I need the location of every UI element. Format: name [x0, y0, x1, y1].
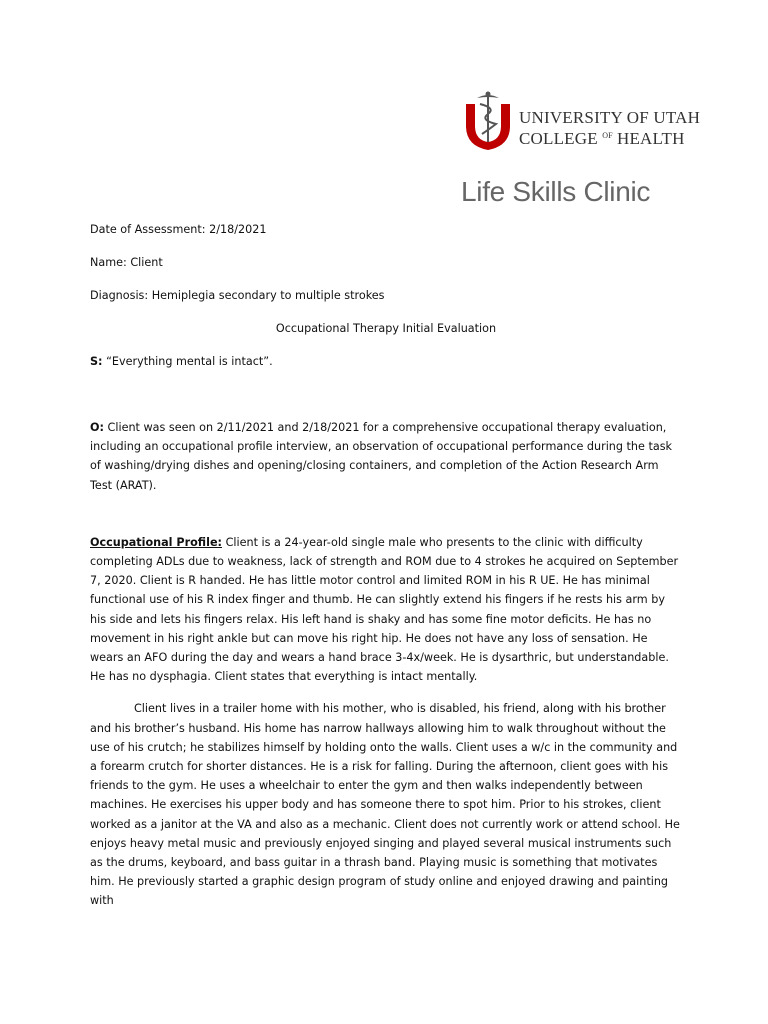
- objective-section: O: Client was seen on 2/11/2021 and 2/18/2021 for a comprehensive occupational therapy evaluation, including an occupational profile interview, an observation of occupational performance during the task of washing/drying dishes and opening/closing containers, and completion of the Action Research Arm Test (ARAT).: [90, 421, 673, 492]
- logo-university-text: UNIVERSITY OF UTAH: [519, 108, 701, 127]
- caduceus-shield-icon: [463, 90, 515, 152]
- evaluation-document: [90, 220, 682, 911]
- clinic-name: Life Skills Clinic: [461, 176, 651, 207]
- page-title: Occupational Therapy Initial Evaluation: [275, 322, 497, 335]
- assessment-date: Date of Assessment: 2/18/2021: [90, 223, 267, 236]
- subjective-section: S: “Everything mental is intact”.: [90, 355, 273, 368]
- diagnosis: Diagnosis: Hemiplegia secondary to multiple strokes: [90, 289, 385, 302]
- living-situation-paragraph: Client lives in a trailer home with his mother, who is disabled, his friend, along with his brother and his brother’s husband. His home has narrow hallways allowing him to walk throughout without the use of his crutch; he stabilizes himself by holding onto the walls. Client uses a w/c in the community and a forearm crutch for shorter distances. He is a risk for falling. During the afternoon, client goes with his friends to the gym. He uses a wheelchair to enter the gym and then walks independently between machines. He exercises his upper body and has someone there to spot him. Prior to his strokes, client worked as a janitor at the VA and also as a mechanic. Client does not currently work or attend school. He enjoys heavy metal music and previously enjoyed singing and played several musical instruments such as the drums, keyboard, and bass guitar in a thrash band. Playing music is something that motivates him. He previously started a graphic design program of study online and enjoyed drawing and painting with: [90, 702, 680, 908]
- university-logo: [463, 90, 701, 152]
- client-name: Name: Client: [90, 256, 163, 269]
- occupational-profile-section: Occupational Profile: Client is a 24-year-old single male who presents to the clinic with difficulty completing ADLs due to weakness, lack of strength and ROM due to 4 strokes he acquired on September 7, 2020. Client is R handed. He has little motor control and limited ROM in his R UE. He has minimal functional use of his R index finger and thumb. He can slightly extend his fingers if he rests his arm by his side and lets his fingers relax. His left hand is shaky and has some fine motor deficits. He has no movement in his right ankle but can move his right hip. He does not have any loss of sensation. He wears an AFO during the day and wears a hand brace 3-4x/week. He is dysarthric, but understandable. He has no dysphagia. Client states that everything is intact mentally.: [90, 535, 679, 684]
- logo-college-text: COLLEGE $^{OF}$ HEALTH: [519, 129, 685, 148]
